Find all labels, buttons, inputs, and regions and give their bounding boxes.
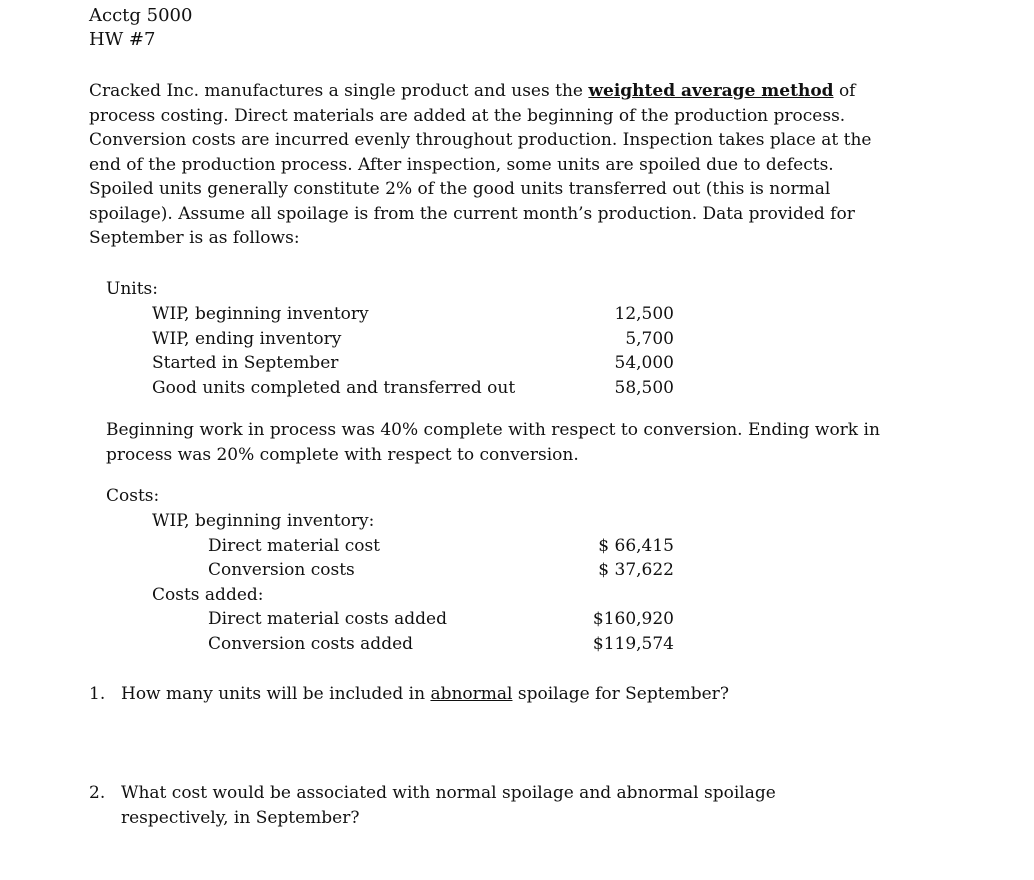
method-emphasis: weighted average method <box>588 81 834 101</box>
units-heading: Units: <box>106 279 158 299</box>
units-row-value: 54,000 <box>614 353 674 373</box>
cc-added-value: $119,574 <box>592 633 674 654</box>
costs-heading: Costs: <box>106 486 160 506</box>
intro-line-6: spoilage). Assume all spoilage is from the current month’s production. Data provided for <box>89 203 855 224</box>
intro-line-4: end of the production process. After inspection, some units are spoiled due to defects. <box>89 154 834 175</box>
conversion-costs-label: Conversion costs <box>208 560 355 580</box>
assignment-title: HW #7 <box>89 29 156 50</box>
problem-description <box>89 79 949 251</box>
intro-line-5: Spoiled units generally constitute 2% of the good units transferred out (this is normal <box>89 179 831 199</box>
dm-added-label: Direct material costs added <box>208 609 447 629</box>
units-row-label: WIP, ending inventory <box>152 328 342 349</box>
wip-beginning-label: WIP, beginning inventory: <box>152 511 375 531</box>
units-row-value: 58,500 <box>614 377 674 398</box>
units-row-value: 12,500 <box>614 304 674 324</box>
course-title: Acctg 5000 <box>89 5 193 26</box>
direct-material-label: Direct material cost <box>208 535 381 556</box>
question-2-number: 2. <box>89 783 106 803</box>
units-row-label: Started in September <box>152 353 339 373</box>
completion-line-1: Beginning work in process was 40% complete with respect to conversion. Ending work in <box>106 420 880 440</box>
units-row-label: Good units completed and transferred out <box>152 377 516 398</box>
conversion-costs-value: $ 37,622 <box>598 560 674 580</box>
direct-material-value: $ 66,415 <box>598 535 674 556</box>
question-1-number: 1. <box>89 684 106 704</box>
question-1-pre: How many units will be included in <box>121 684 431 704</box>
intro-line-1 <box>89 79 949 104</box>
completion-paragraph <box>106 418 966 467</box>
question-1-text <box>121 682 729 707</box>
question-2-line-2: respectively, in September? <box>121 807 360 828</box>
intro-line-2: process costing. Direct materials are added at the beginning of the production process. <box>89 105 846 126</box>
costs-added-label: Costs added: <box>152 584 264 605</box>
dm-added-value: $160,920 <box>592 609 674 629</box>
units-row-label: WIP, beginning inventory <box>152 304 369 324</box>
abnormal-emphasis: abnormal <box>430 684 513 704</box>
completion-line-2: process was 20% complete with respect to conversion. <box>106 444 579 465</box>
intro-line-1-end: of <box>833 81 856 101</box>
intro-line-7: September is as follows: <box>89 228 300 248</box>
question-1-post: spoilage for September? <box>512 684 729 704</box>
cc-added-label: Conversion costs added <box>208 633 414 654</box>
intro-line-3: Conversion costs are incurred evenly throughout production. Inspection takes place at the <box>89 130 872 150</box>
question-2-line-1: What cost would be associated with normal spoilage and abnormal spoilage <box>121 783 776 803</box>
units-row-value: 5,700 <box>625 328 674 349</box>
intro-line-1-text: Cracked Inc. manufactures a single product and uses the <box>89 81 589 101</box>
